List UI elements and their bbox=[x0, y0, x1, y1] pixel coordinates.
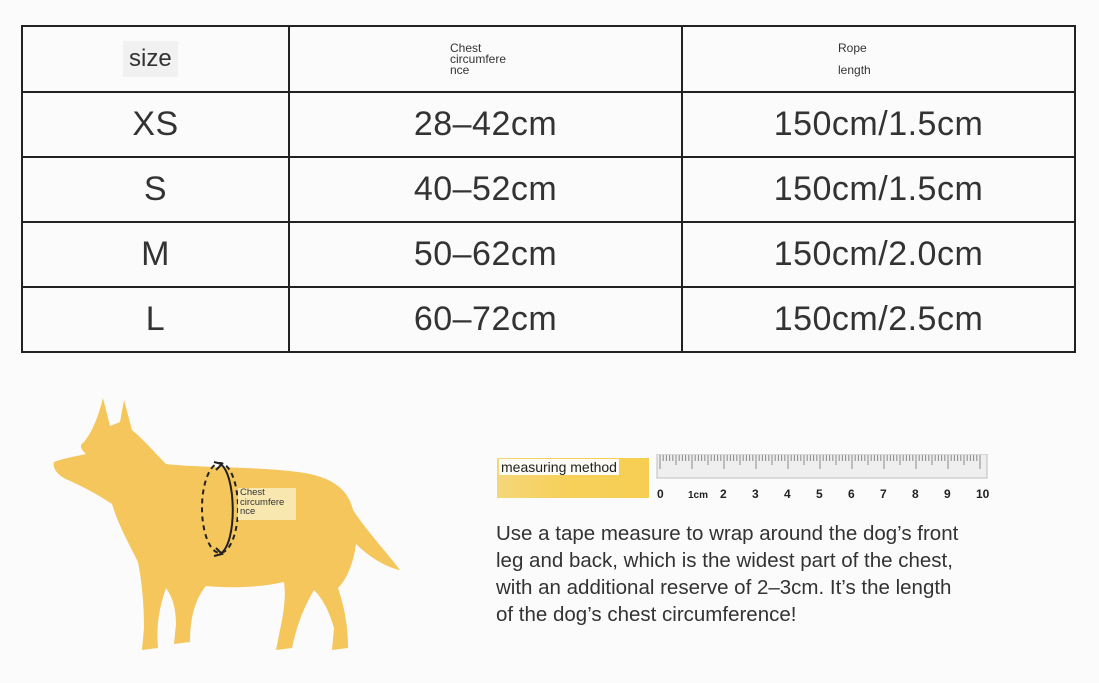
cell-chest: 28–42cm bbox=[289, 92, 682, 157]
table-row bbox=[22, 92, 1075, 157]
ruler-tick-label: 0 bbox=[657, 487, 664, 501]
ruler-tick-label: 7 bbox=[880, 487, 887, 501]
table-header-row bbox=[22, 26, 1075, 92]
measuring-description bbox=[496, 520, 1036, 628]
ruler-icon bbox=[655, 454, 990, 504]
cell-size: S bbox=[22, 157, 289, 222]
header-size: size bbox=[22, 26, 289, 92]
cell-size: XS bbox=[22, 92, 289, 157]
ruler-tick-label: 3 bbox=[752, 487, 759, 501]
ruler-tick-label: 10 bbox=[976, 487, 990, 501]
ruler-tick-label: 6 bbox=[848, 487, 855, 501]
description-line: with an additional reserve of 2–3cm. It’s the length bbox=[496, 576, 952, 599]
cell-chest: 40–52cm bbox=[289, 157, 682, 222]
ruler-tick-label: 9 bbox=[944, 487, 951, 501]
measuring-method-label: measuring method bbox=[497, 458, 649, 498]
table-row bbox=[22, 222, 1075, 287]
cell-rope: 150cm/1.5cm bbox=[682, 157, 1075, 222]
header-chest: Chest circumfere nce bbox=[289, 26, 682, 92]
ruler-tick-label: 2 bbox=[720, 487, 727, 501]
table-row bbox=[22, 157, 1075, 222]
ruler-tick-label: 8 bbox=[912, 487, 919, 501]
cell-size: M bbox=[22, 222, 289, 287]
cell-chest: 60–72cm bbox=[289, 287, 682, 352]
chest-label: Chest circumfere nce bbox=[240, 487, 285, 517]
cell-chest: 50–62cm bbox=[289, 222, 682, 287]
cell-rope: 150cm/1.5cm bbox=[682, 92, 1075, 157]
description-line: of the dog’s chest circumference! bbox=[496, 603, 797, 626]
description-line: Use a tape measure to wrap around the dog’s front bbox=[496, 522, 959, 545]
table-row bbox=[22, 287, 1075, 352]
dog-silhouette-icon bbox=[48, 392, 408, 654]
cell-rope: 150cm/2.0cm bbox=[682, 222, 1075, 287]
header-rope: Rope length bbox=[682, 26, 1075, 92]
cell-rope: 150cm/2.5cm bbox=[682, 287, 1075, 352]
size-table bbox=[21, 25, 1076, 353]
dog-illustration bbox=[48, 392, 408, 654]
ruler-tick-label: 4 bbox=[784, 487, 791, 501]
description-line: leg and back, which is the widest part of the chest, bbox=[496, 549, 953, 572]
ruler-tick-label: 5 bbox=[816, 487, 823, 501]
ruler-tick-label: 1cm bbox=[688, 490, 709, 501]
cell-size: L bbox=[22, 287, 289, 352]
